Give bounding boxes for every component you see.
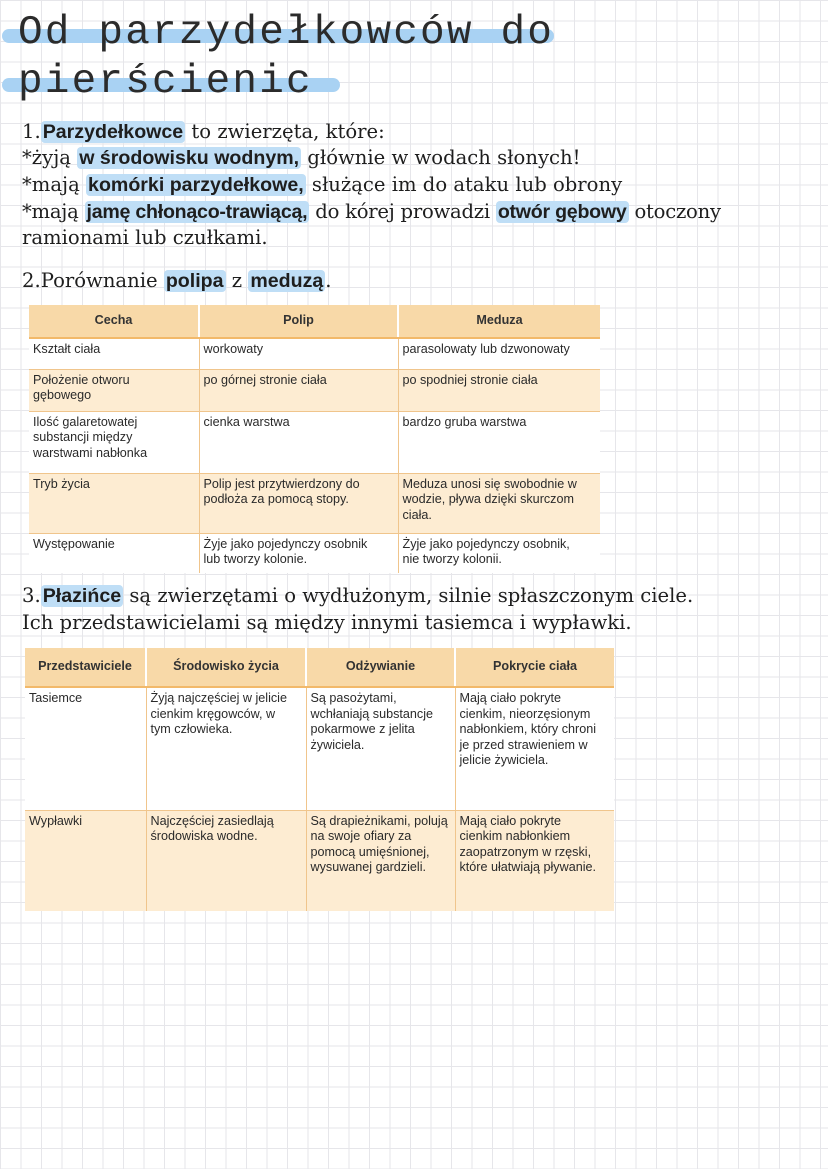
table-header: Pokrycie ciała — [455, 648, 614, 687]
table-header: Przedstawiciele — [25, 648, 146, 687]
term-parzydelkowce: Parzydełkowce — [42, 121, 184, 143]
table-cell: bardzo gruba warstwa — [398, 411, 600, 473]
text: są zwierzętami o wydłużonym, silnie spłaszczonym ciele. — [123, 584, 694, 607]
text: ramionami lub czułkami. — [22, 226, 268, 249]
text: *mają — [22, 173, 87, 196]
table-row — [25, 810, 614, 911]
text: *mają — [22, 200, 85, 223]
text: otoczony — [628, 200, 721, 223]
table-cell: Mają ciało pokryte cienkim nabłonkiem zaopatrzonym w rzęski, które ułatwiają pływanie. — [455, 810, 614, 911]
table-cell: Ilość galaretowatej substancji między warstwami nabłonka — [29, 411, 199, 473]
table-cell: Żyją najczęściej w jelicie cienkim kręgowców, w tym człowieka. — [146, 687, 306, 810]
text: Ich przedstawicielami są między innymi tasiemca i wypławki. — [22, 611, 632, 634]
section1-line-2 — [22, 145, 580, 171]
table-cell: Najczęściej zasiedlają środowiska wodne. — [146, 810, 306, 911]
text: . — [325, 269, 332, 292]
table-cell: Są drapieżnikami, polują na swoje ofiary za pomocą umięśnionej, wysuwanej gardzieli. — [306, 810, 455, 911]
table-cell: Są pasożytami, wchłaniają substancje pokarmowe z jelita żywiciela. — [306, 687, 455, 810]
table-cell: po spodniej stronie ciała — [398, 369, 600, 411]
term-polipa: polipa — [165, 270, 224, 292]
table-cell: Żyje jako pojedynczy osobnik lub tworzy kolonie. — [199, 533, 398, 573]
table-row — [29, 411, 600, 473]
table-cell: Meduza unosi się swobodnie w wodzie, pływa dzięki skurczom ciała. — [398, 473, 600, 533]
section3-line-2 — [22, 610, 632, 636]
table-cell: Polip jest przytwierdzony do podłoża za pomocą stopy. — [199, 473, 398, 533]
table-cell: Położenie otworu gębowego — [29, 369, 199, 411]
table-cell: parasolowaty lub dzwonowaty — [398, 338, 600, 369]
text: 2.Porównanie — [22, 269, 164, 292]
table-cell: po górnej stronie ciała — [199, 369, 398, 411]
section1-line-5 — [22, 225, 268, 251]
table-row — [29, 533, 600, 573]
section1-line-3 — [22, 172, 622, 198]
table-cell: Wypławki — [25, 810, 146, 911]
term-otwor-gebowy: otwór gębowy — [497, 201, 627, 223]
table-header: Cecha — [29, 305, 199, 338]
table-header: Meduza — [398, 305, 600, 338]
text: głównie w wodach słonych! — [301, 146, 581, 169]
table-cell: Mają ciało pokryte cienkim, nieorzęsionym nabłonkiem, który chroni je przed strawieniem w jelicie żywiciela. — [455, 687, 614, 810]
table-cell: Tasiemce — [25, 687, 146, 810]
table-header: Polip — [199, 305, 398, 338]
title-text-2: pierścienic — [18, 59, 313, 105]
term-meduza: meduzą — [250, 270, 324, 292]
table-cell: Żyje jako pojedynczy osobnik, nie tworzy kolonii. — [398, 533, 600, 573]
text: z — [225, 269, 249, 292]
text: to zwierzęta, które: — [185, 120, 385, 143]
section2-heading — [22, 268, 332, 294]
table-header: Odżywianie — [306, 648, 455, 687]
term-komorki-parzydelkowe: komórki parzydełkowe, — [88, 174, 304, 196]
text: *żyją — [22, 146, 78, 169]
section3-line-1 — [22, 583, 693, 609]
table-row — [29, 369, 600, 411]
section1-line-1 — [22, 119, 385, 145]
table-header: Środowisko życia — [146, 648, 306, 687]
polip-meduza-table — [29, 305, 600, 573]
section1-line-4 — [22, 199, 721, 225]
table-row — [25, 687, 614, 810]
text: służące im do ataku lub obrony — [305, 173, 623, 196]
page-title-line-2 — [18, 59, 313, 105]
title-text-1: Od parzydełkowców do — [18, 10, 555, 56]
section1-number: 1. — [22, 120, 41, 143]
term-jama-chlonaco-trawiaca: jamę chłonąco-trawiącą, — [86, 201, 308, 223]
table-cell: Występowanie — [29, 533, 199, 573]
table-cell: Kształt ciała — [29, 338, 199, 369]
table-cell: workowaty — [199, 338, 398, 369]
text: do kórej prowadzi — [309, 200, 496, 223]
table-row — [29, 338, 600, 369]
table-cell: Tryb życia — [29, 473, 199, 533]
table-cell: cienka warstwa — [199, 411, 398, 473]
page-title-line-1 — [18, 10, 555, 56]
term-srodowisko-wodne: w środowisku wodnym, — [79, 147, 300, 169]
section3-number: 3. — [22, 584, 41, 607]
table-row — [29, 473, 600, 533]
plazince-table — [25, 648, 614, 911]
term-plazince: Płazińce — [42, 585, 122, 607]
